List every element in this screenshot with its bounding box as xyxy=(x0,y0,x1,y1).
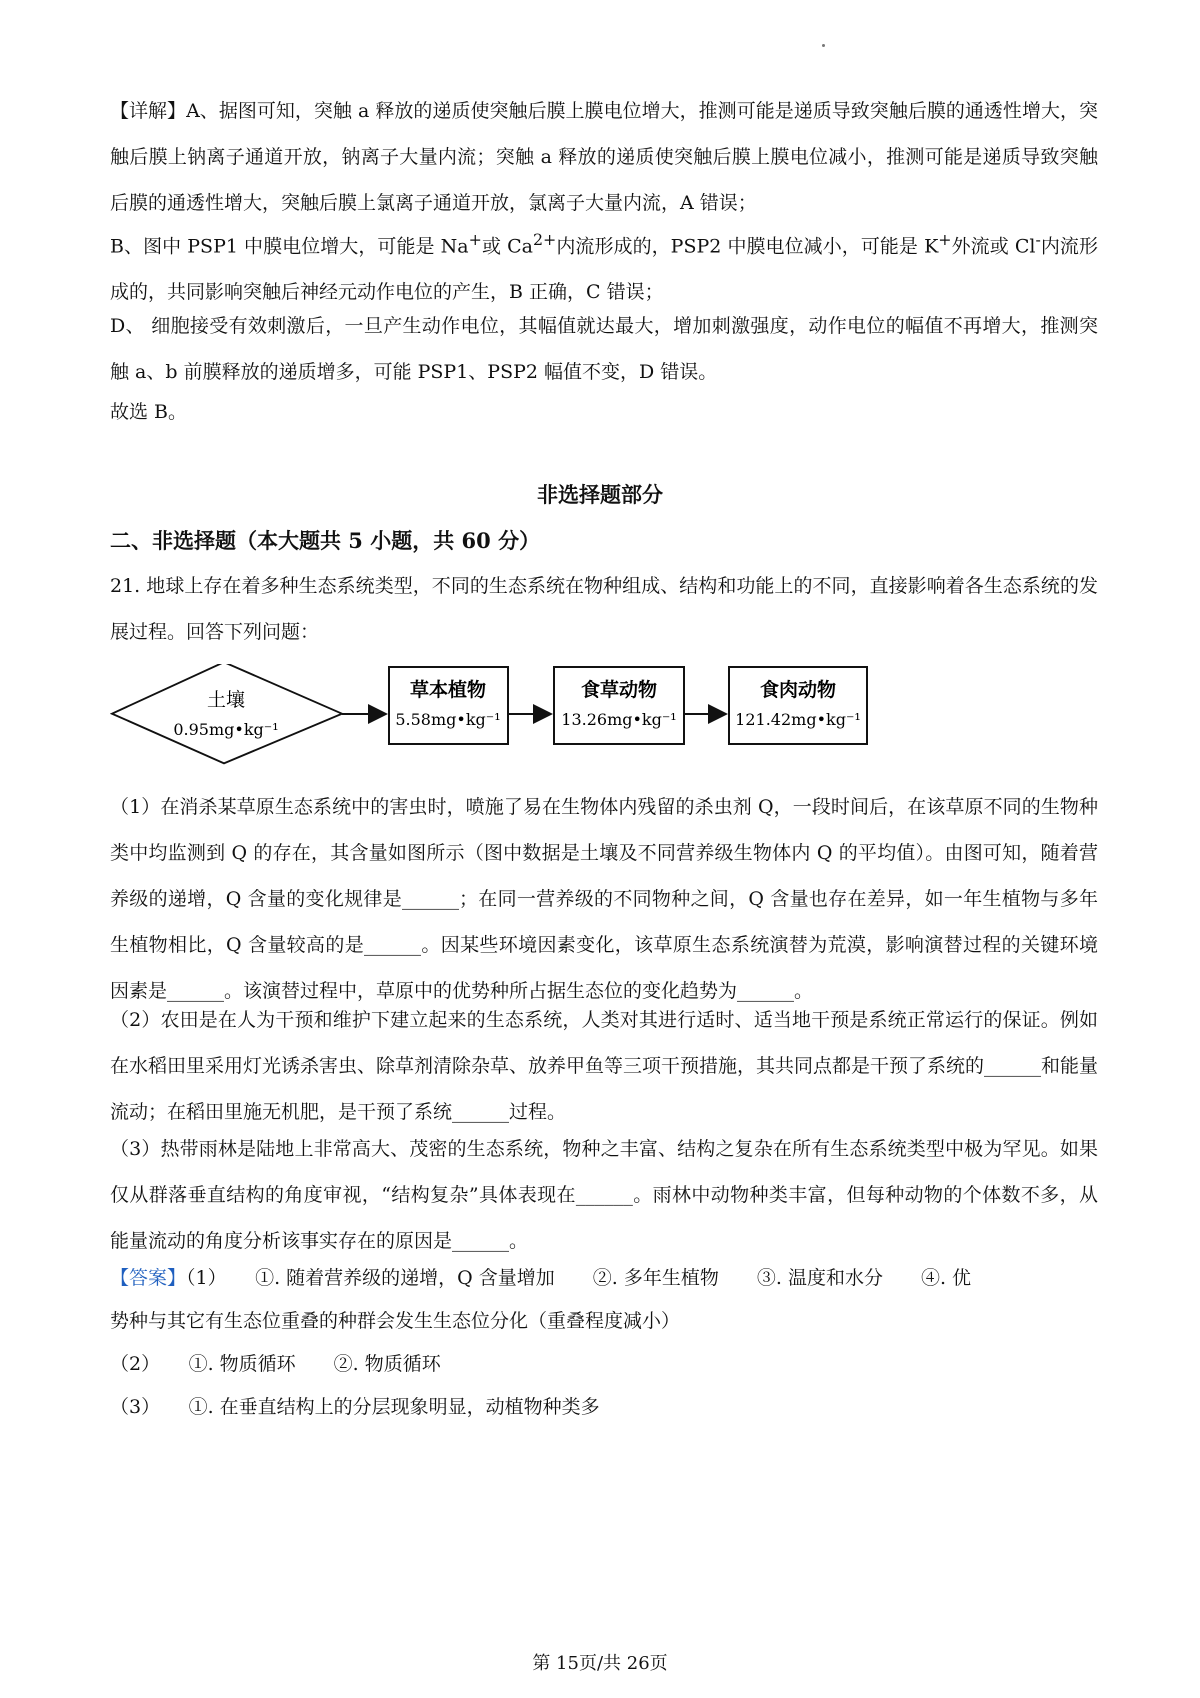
answer-text: （1） ①. 随着营养级的递增，Q 含量增加 ②. 多年生植物 ③. 温度和水分 ④. 优 xyxy=(186,1267,972,1289)
answer-text: （3） ①. 在垂直结构上的分层现象明显，动植物种类多 xyxy=(110,1396,600,1418)
answer-label: 【答案】 xyxy=(110,1267,187,1289)
question-21-intro xyxy=(110,563,1098,655)
herbivore-value: 13.26mg•kg⁻¹ xyxy=(561,710,677,729)
section-title: 二、非选择题（本大题共 5 小题，共 60 分） xyxy=(110,528,541,553)
detail-text-d: D、 细胞接受有效刺激后，一旦产生动作电位，其幅值就达最大，增加刺激强度，动作电位的幅值不再增大，推测突触 a、b 前膜释放的递质增多，可能 PSP1、PSP2 幅值不变，D 错误。 xyxy=(110,315,1098,383)
answer-line-4 xyxy=(110,1384,600,1430)
detail-paragraph-2 xyxy=(110,217,1098,315)
superscript: + xyxy=(468,230,482,249)
scan-speck xyxy=(822,44,825,47)
answer-line-1 xyxy=(110,1255,971,1301)
detail-paragraph-4 xyxy=(110,389,1098,435)
answer-line-3 xyxy=(110,1341,441,1387)
detail-paragraph-1 xyxy=(110,88,1098,226)
detail-conclusion: 故选 B。 xyxy=(110,401,188,423)
section-center-title: 非选择题部分 xyxy=(537,482,663,507)
text-seg: 或 Ca xyxy=(481,235,533,258)
detail-text-b xyxy=(110,217,1098,315)
detail-paragraph-3 xyxy=(110,303,1098,395)
question-part-1 xyxy=(110,784,1098,1014)
question-part-2 xyxy=(110,997,1098,1135)
answer-text: （2） ①. 物质循环 ②. 物质循环 xyxy=(110,1353,441,1375)
carnivore-name: 食肉动物 xyxy=(759,679,837,701)
carnivore-value: 121.42mg•kg⁻¹ xyxy=(735,710,861,729)
plant-value: 5.58mg•kg⁻¹ xyxy=(395,710,501,729)
answer-text: 势种与其它有生态位重叠的种群会发生生态位分化（重叠程度减小） xyxy=(110,1310,681,1332)
text-seg: B、图中 PSP1 中膜电位增大，可能是 Na xyxy=(110,235,469,258)
question-text: （3）热带雨林是陆地上非常高大、茂密的生态系统，物种之丰富、结构之复杂在所有生态系统类型中极为罕见。如果仅从群落垂直结构的角度审视，“结构复杂”具体表现在______。雨林中动物种类丰富，但每种动物的个体数不多，从能量流动的角度分析该事实存在的原因是______。 xyxy=(110,1138,1098,1252)
soil-diamond xyxy=(112,664,342,763)
food-chain-diagram xyxy=(110,664,960,768)
soil-name: 土壤 xyxy=(206,689,246,711)
herbivore-name: 食草动物 xyxy=(580,679,658,701)
superscript: - xyxy=(1035,230,1041,249)
answer-line-2 xyxy=(110,1298,680,1344)
superscript: 2+ xyxy=(532,230,557,249)
page-footer: 第 15页/共 26页 xyxy=(532,1653,668,1674)
text-seg: 外流或 Cl xyxy=(951,235,1036,258)
question-text: （1）在消杀某草原生态系统中的害虫时，喷施了易在生物体内残留的杀虫剂 Q，一段时间后，在该草原不同的生物种类中均监测到 Q 的存在，其含量如图所示（图中数据是土壤及不同营养级生物体内 Q 的平均值）。由图可知，随着营养级的递增，Q 含量的变化规律是______；在同一营养级的不同物种之间，Q 含量也存在差异，如一年生植物与多年生植物相比，Q 含量较高的是______。因某些环境因素变化，该草原生态系统演替为荒漠，影响演替过程的关键环境因素是______。该演替过程中，草原中的优势种所占据生态位的变化趋势为______。 xyxy=(110,796,1098,1002)
question-text: 21. 地球上存在着多种生态系统类型，不同的生态系统在物种组成、结构和功能上的不同，直接影响着各生态系统的发展过程。回答下列问题： xyxy=(110,575,1098,643)
question-part-3 xyxy=(110,1126,1098,1264)
question-text: （2）农田是在人为干预和维护下建立起来的生态系统，人类对其进行适时、适当地干预是系统正常运行的保证。例如在水稻田里采用灯光诱杀害虫、除草剂清除杂草、放养甲鱼等三项干预措施，其共同点都是干预了系统的______和能量流动；在稻田里施无机肥，是干预了系统______过程。 xyxy=(110,1009,1099,1123)
detail-text-a: 【详解】A、据图可知，突触 a 释放的递质使突触后膜上膜电位增大，推测可能是递质导致突触后膜的通透性增大，突触后膜上钠离子通道开放，钠离子大量内流；突触 a 释放的递质使突触后膜上膜电位减小，推测可能是递质导致突触后膜的通透性增大，突触后膜上氯离子通道开放，氯离子大量内流，A 错误； xyxy=(110,100,1098,214)
plant-name: 草本植物 xyxy=(409,679,487,701)
text-seg: 内流形成的，PSP2 中膜电位减小，可能是 K xyxy=(556,235,939,258)
soil-value: 0.95mg•kg⁻¹ xyxy=(173,720,279,739)
superscript: + xyxy=(938,230,952,249)
text-seg: 内流形成的，共同影响突触后神经元动作电位的产生，B 正确，C 错误； xyxy=(110,235,1098,304)
